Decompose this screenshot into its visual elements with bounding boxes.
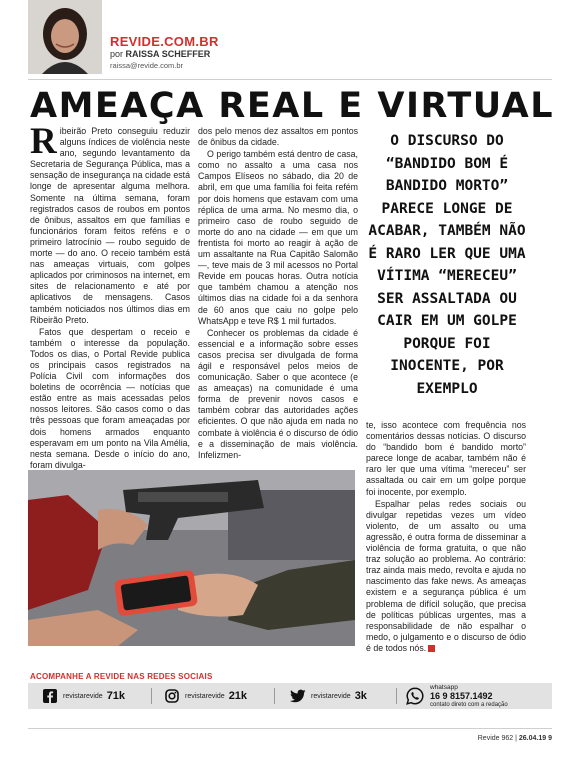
twitter-handle: revistarevide — [311, 692, 351, 700]
article-paragraph: dos pelo menos dez assaltos em pontos de ônibus da cidade. — [198, 126, 358, 148]
byline — [110, 49, 210, 59]
edition-date: 26.04.19 — [518, 735, 547, 742]
page-number: 9 — [548, 735, 552, 742]
article-paragraph — [366, 499, 526, 654]
social-divider — [151, 688, 152, 704]
site-name: REVIDE.COM.BR — [110, 34, 219, 49]
social-bar — [28, 683, 552, 709]
instagram-icon — [164, 689, 179, 704]
whatsapp-icon — [406, 687, 424, 705]
whatsapp-subtitle: contato direto com a redação — [430, 701, 508, 708]
article-paragraph: te, isso acontece com frequência nos comentários dessas notícias. O discurso do “bandido bom é bandido morto” parece longe de acabar, também não é raro ler que uma vítima “mereceu” ser assaltada ou cair em um golpe porque foi inocente, por exemplo. — [366, 420, 526, 497]
social-divider — [274, 688, 275, 704]
pull-quote: O DISCURSO DO “BANDIDO BOM É BANDIDO MORTO” PARECE LONGE DE ACABAR, TAMBÉM NÃO É RARO LER QUE UMA VÍTIMA “MERECEU” SER ASSALTADA OU CAIR EM UM GOLPE PORQUE FOI INOCENTE, POR EXEMPLO — [368, 133, 526, 397]
robbery-photo-illustration — [28, 470, 355, 646]
top-divider — [28, 79, 552, 80]
social-instagram[interactable] — [164, 683, 247, 709]
article-paragraph: Conhecer os problemas da cidade é essencial e a informação sobre esses casos precisa ser divulgada de forma ágil e responsável pelos meios de comunicação. Saber o que acontece (e as ameaças) na comunidade é uma forma de prevenir novos casos e também cobrar das autoridades ações eficientes. O que não ajuda em nada no combate à violência é o discurso de ódio e a disseminação de mais violência. Infelizmen- — [198, 327, 358, 460]
social-divider — [396, 688, 397, 704]
paragraph-text: Espalhar pelas redes sociais ou divulgar repetidas vezes um vídeo violento, de um assalto ou uma agressão, é outra forma de disseminar a violência de forma gratuita, o que não traz solução ao problema. Ao contrário: traz ainda mais medo, revolta e ajuda no nascimento das fake news. As ameaças existem e a segurança pública é um problema de difícil solução, que precisa de políticas públicas urgentes, mas a responsabilidade de não espalhar o medo, o julgamento e o discurso de ódio é de todos nós. — [366, 498, 526, 653]
author-portrait-icon — [28, 0, 102, 74]
page-footer — [478, 735, 552, 742]
whatsapp-number: 16 9 8157.1492 — [430, 690, 493, 701]
facebook-handle: revistarevide — [63, 692, 103, 700]
twitter-icon — [290, 689, 305, 704]
twitter-count: 3k — [354, 690, 367, 702]
byline-prefix: por — [110, 49, 124, 59]
instagram-handle: revistarevide — [185, 692, 225, 700]
facebook-icon — [42, 689, 57, 704]
author-name: RAISSA SCHEFFER — [125, 49, 211, 59]
whatsapp-label: whatsapp — [430, 683, 458, 691]
article-column-3 — [366, 420, 526, 652]
social-twitter[interactable] — [290, 683, 367, 709]
facebook-count: 71k — [106, 690, 126, 702]
end-mark-icon — [428, 645, 435, 652]
social-facebook[interactable] — [42, 683, 125, 709]
social-title: ACOMPANHE A REVIDE NAS REDES SOCIAIS — [30, 672, 213, 681]
instagram-count: 21k — [228, 690, 248, 702]
social-whatsapp[interactable] — [406, 683, 508, 709]
paragraph-text: ibeirão Preto conseguiu reduzir alguns índices de violência neste ano, segundo levantamento da Secretaria de Segurança Pública, mas a sensação de insegurança na cidade está longe de apresentar alguma melhora. Somente na última semana, foram registrados casos de roubos em pontos de ônibus, assaltos em que famílias e funcionários foram feitos reféns e o primeiro latrocínio — roubo seguido de morte — do ano. O receio também está nas ameaças virtuais, com golpes aplicados por criminosos na internet, em sites de relacionamento e até por aplicativos de mensagens. Casos também noticiados nos últimos dias em Ribeirão Preto. — [30, 126, 190, 325]
headline: AMEAÇA REAL E VIRTUAL — [30, 86, 554, 126]
article-paragraph — [30, 121, 190, 326]
article-paragraph: Fatos que despertam o receio e também o interesse da população. Todos os dias, o Portal Revide publica os principais casos registrados na Polícia Civil com informações dos boletins de ocorrência — notícias que estão entre as mais acessadas pelos nossos leitores. São casos como o das três pessoas que foram ameaçadas por dois homens armados enquanto esperavam em um ponto na Vila Amélia, nesta semana. Desde o início do ano, foram divulga- — [30, 326, 190, 470]
article-paragraph: O perigo também está dentro de casa, como no assalto a uma casa nos Campos Elíseos no sábado, dia 20 de abril, em que uma família foi feita refém por dois homens que estavam com uma réplica de uma arma. No mesmo dia, o primeiro caso de roubo seguido de morte do ano na cidade — em que um frentista foi morto ao reagir à ação de um assaltante na Rua Capitão Salomão —, teve mais de 3 mil acessos no Portal Revide em poucas horas. Outra notícia que também chamou a atenção nos últimos dias na cidade foi a da senhora de 60 anos que caiu no golpe pelo WhatsApp e teve R$ 1 mil furtados. — [198, 149, 358, 326]
article-column-1 — [30, 121, 190, 470]
author-photo — [28, 0, 102, 74]
edition-label: Revide 962 | — [477, 735, 517, 742]
drop-cap: R — [30, 121, 57, 162]
whatsapp-contact — [430, 683, 508, 710]
author-email[interactable]: raissa@revide.com.br — [110, 61, 184, 70]
article-photo — [28, 470, 355, 646]
bottom-divider — [28, 728, 552, 729]
article-column-2 — [198, 126, 358, 461]
